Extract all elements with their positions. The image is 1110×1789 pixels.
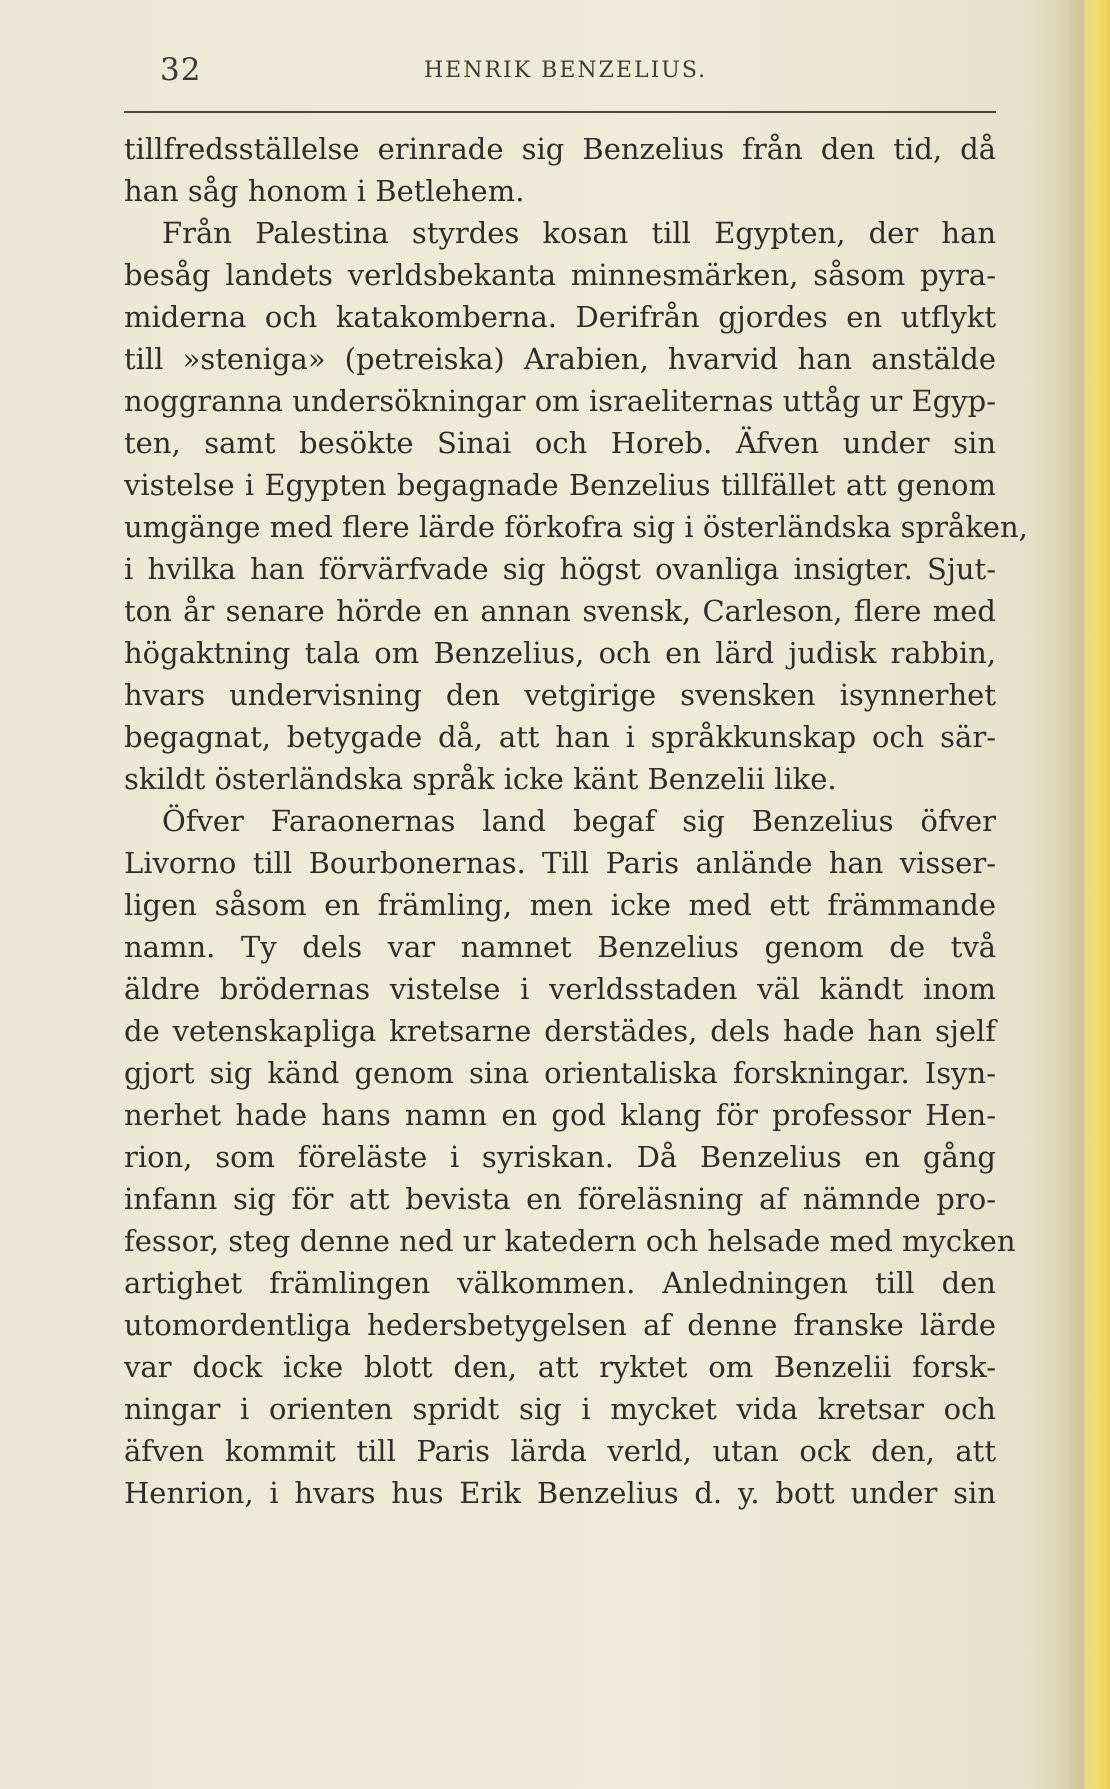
text-line: besåg landets verldsbekanta minnesmärken, såsom pyra- (124, 258, 996, 292)
header-rule (124, 111, 996, 113)
text-line: han såg honom i Betlehem. (124, 174, 525, 208)
text-line: begagnat, betygade då, att han i språkkunskap och sär- (124, 720, 996, 754)
page-header (124, 52, 996, 92)
text-line: artighet främlingen välkommen. Anledningen till den (124, 1266, 996, 1300)
text-line: i hvilka han förvärfvade sig högst ovanliga insigter. Sjut- (124, 552, 996, 586)
body-text (124, 128, 1028, 1514)
text-line: hvars undervisning den vetgirige svensken isynnerhet (124, 678, 996, 712)
text-line: till »steniga» (petreiska) Arabien, hvarvid han anstälde (124, 342, 996, 376)
text-line: ligen såsom en främling, men icke med ett främmande (124, 888, 996, 922)
text-line: ten, samt besökte Sinai och Horeb. Äfven under sin (124, 426, 996, 460)
text-line: ton år senare hörde en annan svensk, Carleson, flere med (124, 594, 996, 628)
page-gutter-shadow (1066, 0, 1084, 1789)
text-line: utomordentliga hedersbetygelsen af denne franske lärde (124, 1308, 996, 1342)
text-line: ningar i orienten spridt sig i mycket vida kretsar och (124, 1392, 996, 1426)
text-line: umgänge med flere lärde förkofra sig i österländska språken, (124, 510, 1028, 544)
text-line: tillfredsställelse erinrade sig Benzelius från den tid, då (124, 132, 996, 166)
text-line: Från Palestina styrdes kosan till Egypten, der han (162, 216, 996, 250)
text-line: äldre brödernas vistelse i verldsstaden väl kändt inom (124, 972, 996, 1006)
text-line: gjort sig känd genom sina orientaliska forskningar. Isyn- (124, 1056, 996, 1090)
text-line: de vetenskapliga kretsarne derstädes, dels hade han sjelf (124, 1014, 996, 1048)
text-line: fessor, steg denne ned ur katedern och helsade med mycken (124, 1224, 1016, 1258)
text-line: Henrion, i hvars hus Erik Benzelius d. y. bott under sin (124, 1476, 996, 1510)
text-line: äfven kommit till Paris lärda verld, utan ock den, att (124, 1434, 996, 1468)
running-head: HENRIK BENZELIUS. (424, 58, 708, 83)
page-number: 32 (160, 52, 202, 88)
text-line: skildt österländska språk icke känt Benzelii like. (124, 762, 837, 796)
text-line: namn. Ty dels var namnet Benzelius genom de två (124, 930, 996, 964)
text-line: infann sig för att bevista en föreläsning af nämnde pro- (124, 1182, 996, 1216)
text-line: vistelse i Egypten begagnade Benzelius tillfället att genom (124, 468, 996, 502)
text-line: nerhet hade hans namn en god klang för professor Hen- (124, 1098, 996, 1132)
text-line: Livorno till Bourbonernas. Till Paris anlände han visser- (124, 846, 996, 880)
text-line: Öfver Faraonernas land begaf sig Benzelius öfver (162, 804, 996, 838)
text-line: var dock icke blott den, att ryktet om Benzelii forsk- (124, 1350, 996, 1384)
text-line: rion, som föreläste i syriskan. Då Benzelius en gång (124, 1140, 996, 1174)
page-edge (1084, 0, 1110, 1789)
text-line: miderna och katakomberna. Derifrån gjordes en utflykt (124, 300, 996, 334)
text-line: högaktning tala om Benzelius, och en lärd judisk rabbin, (124, 636, 996, 670)
text-line: noggranna undersökningar om israeliternas uttåg ur Egyp- (124, 384, 996, 418)
